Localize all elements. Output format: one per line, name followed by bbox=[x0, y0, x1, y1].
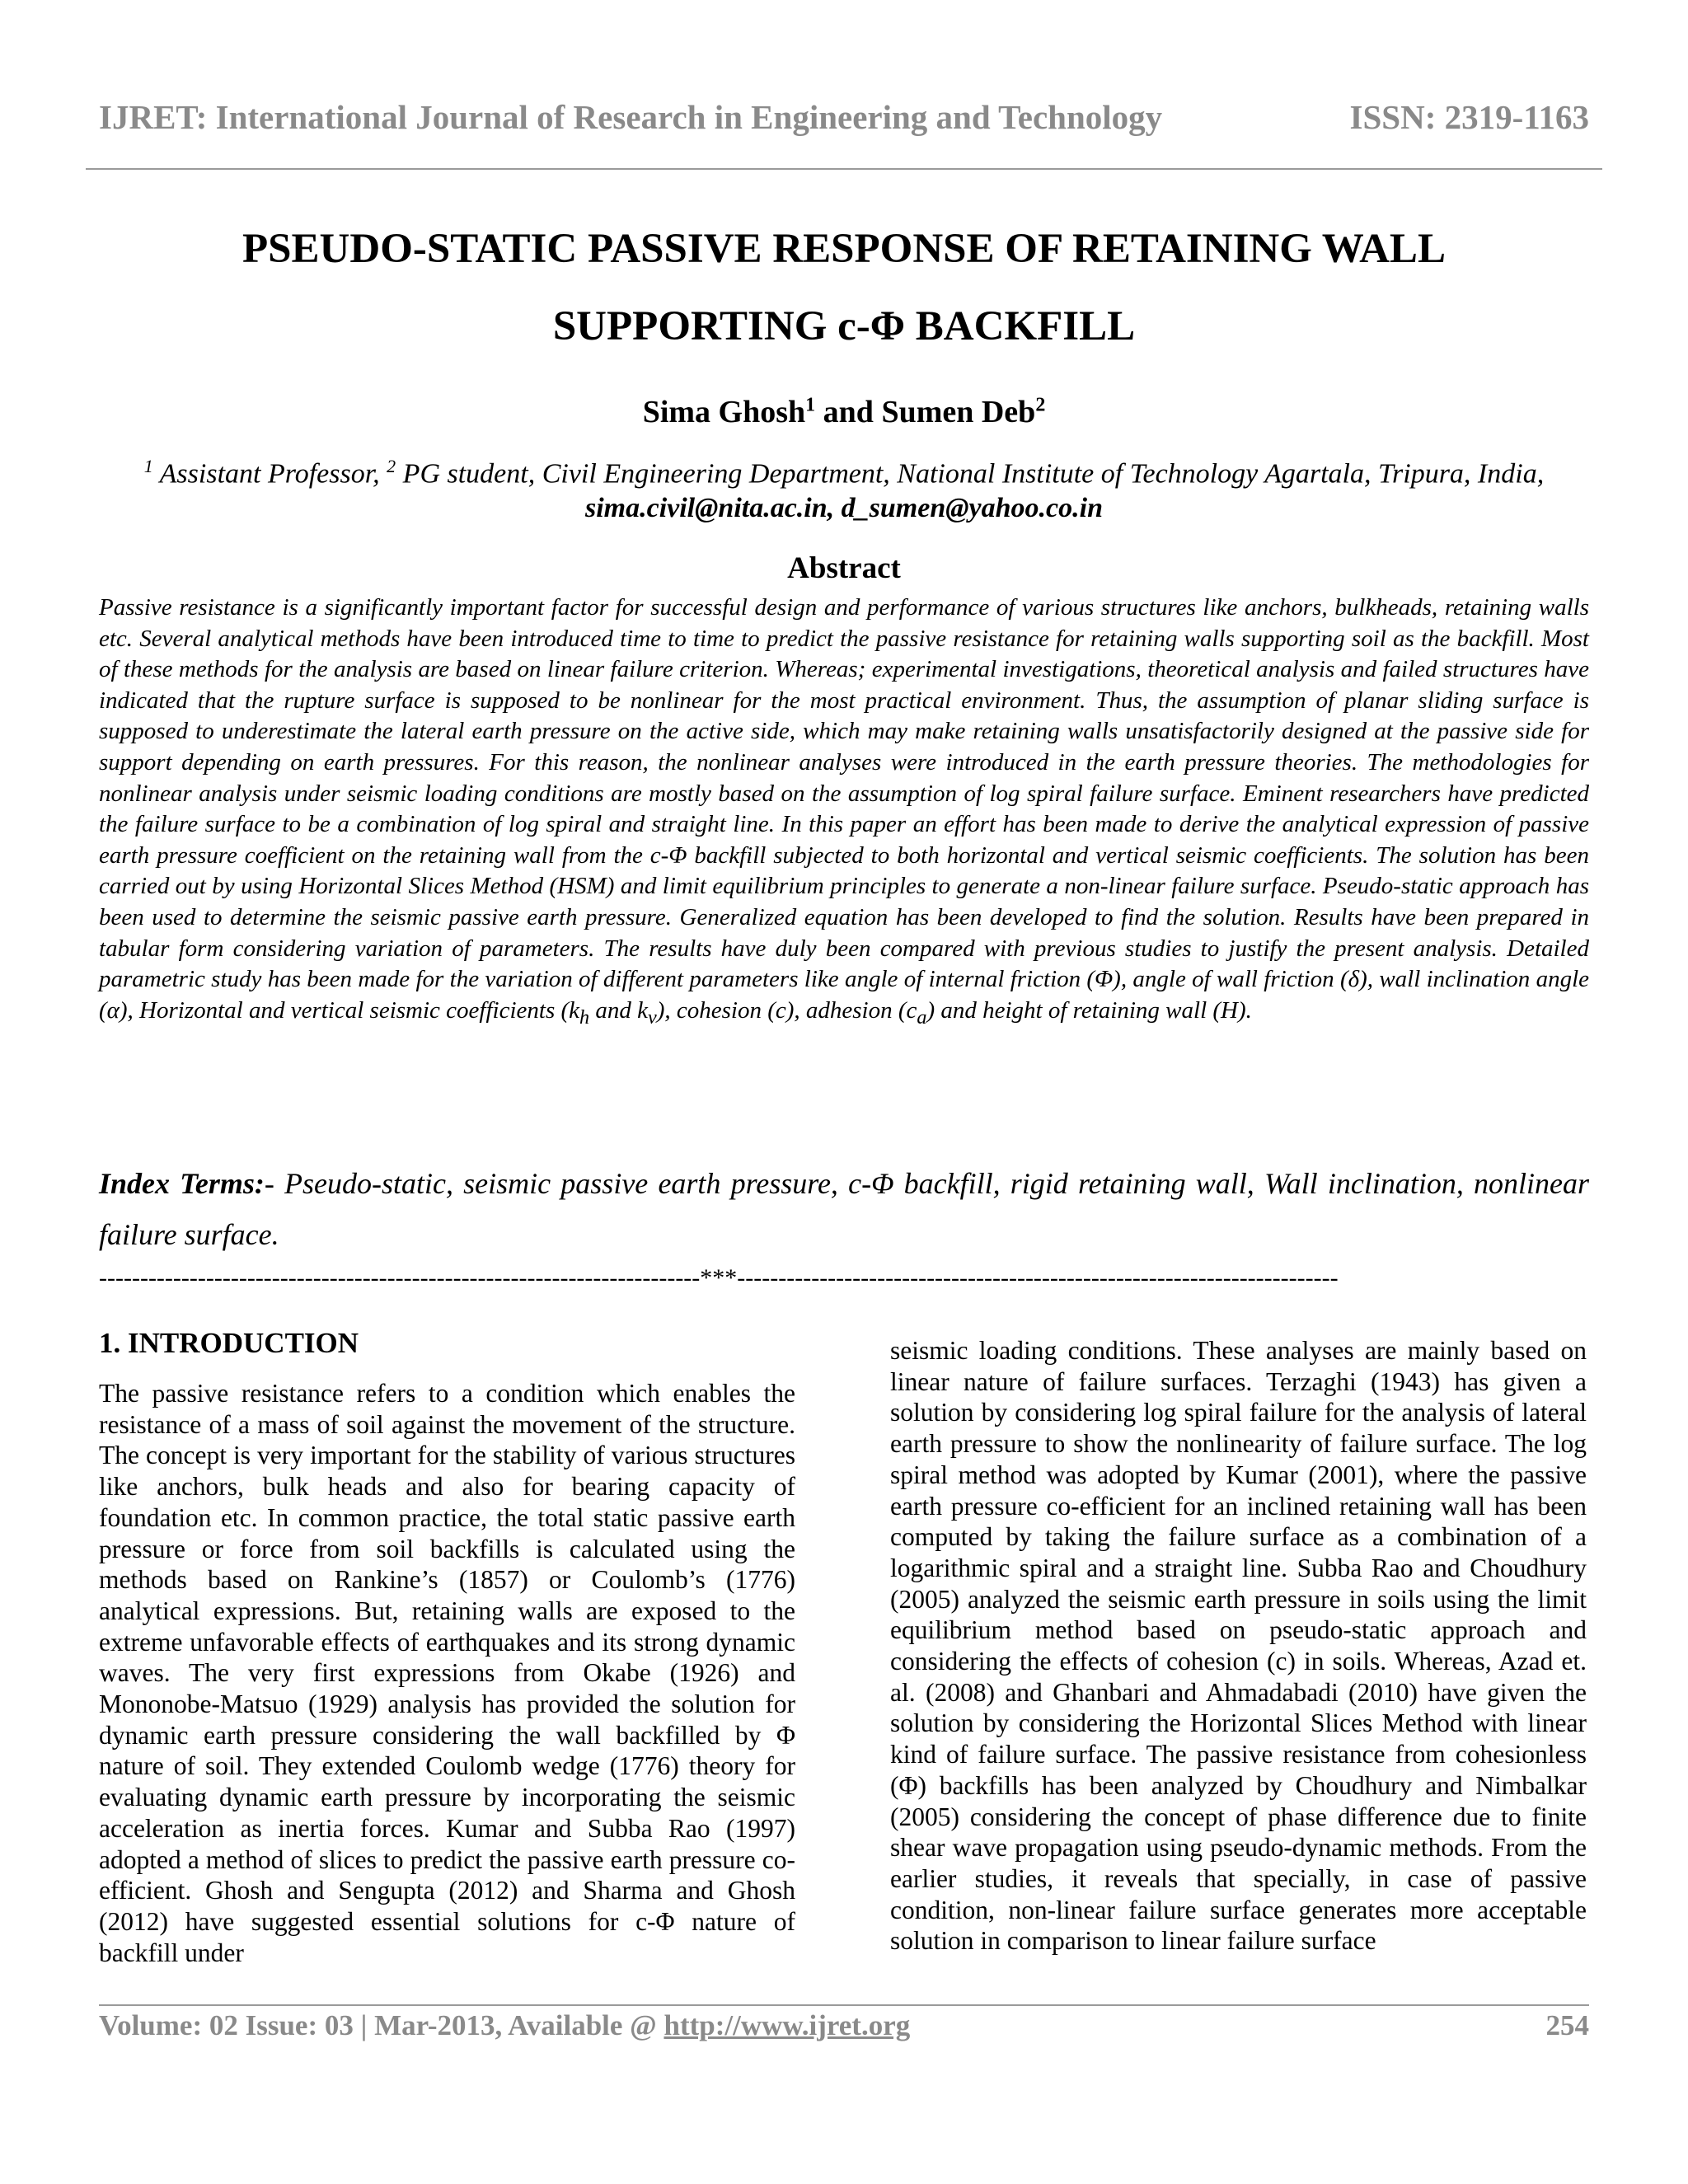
author-emails: sima.civil@nita.ac.in, d_sumen@yahoo.co.in bbox=[584, 493, 1103, 524]
subscript-a: a bbox=[917, 1005, 927, 1029]
journal-name: IJRET: International Journal of Research in Engineering and Technology bbox=[99, 98, 1163, 136]
abstract-heading: Abstract bbox=[787, 551, 901, 585]
column-right bbox=[890, 1335, 1587, 1957]
abstract-text: Passive resistance is a significantly important factor for successful design and performance of various structures like anchors, bulkheads, retaining walls etc. Several analytical methods have been introduced time to time to predict the passive resistance for retaining walls supporting soil as the backfill. Most of these methods for the analysis are based on linear failure criterion. Whereas; experimental investigations, theoretical analysis and failed structures have indicated that the rupture surface is supposed to be nonlinear for the most practical environment. Thus, the assumption of planar sliding surface is supposed to underestimate the lateral earth pressure on the active side, which may make retaining walls unsatisfactorily designed at the passive side for support depending on earth pressures. For this reason, the nonlinear analyses were introduced in the earth pressure theories. The methodologies for nonlinear analysis under seismic loading conditions are mostly based on the assumption of log spiral failure surface. Eminent researchers have predicted the failure surface to be a combination of log spiral and straight line. In this paper an effort has been made to derive the analytical expression of passive earth pressure coefficient on the retaining wall from the c-Φ backfill subjected to both horizontal and vertical seismic coefficients. The solution has been carried out by using Horizontal Slices Method (HSM) and limit equilibrium principles to generate a non-linear failure surface. Pseudo-static approach has been used to determine the seismic passive earth pressure. Generalized equation has been developed to find the solution. Results have been prepared in tabular form considering variation of parameters. The results have duly been compared with previous studies to justify the present analysis. Detailed parametric study has been made for the variation of different parameters like angle of internal friction (Φ), angle of wall friction (δ), wall inclination angle (α), Horizontal and vertical seismic coefficients (k bbox=[99, 594, 1589, 1024]
affiliation bbox=[91, 449, 1597, 526]
column-left bbox=[99, 1327, 795, 1968]
index-terms-label: Index Terms: bbox=[99, 1167, 265, 1200]
abstract-text-mid: ), cohesion (c), adhesion (c bbox=[656, 996, 917, 1024]
abstract-text-end: ) and height of retaining wall (H). bbox=[926, 996, 1252, 1024]
author-2-affil-mark: 2 bbox=[1035, 394, 1046, 416]
affil-mark-2: 2 bbox=[387, 456, 396, 476]
title-line-2: SUPPORTING c-Φ BACKFILL bbox=[552, 303, 1136, 349]
footer-volume-text: Volume: 02 Issue: 03 | Mar-2013, Available @ bbox=[99, 2009, 664, 2041]
introduction-text-left: The passive resistance refers to a condition which enables the resistance of a mass of soil against the movement of the structure. The concept is very important for the stability of various structures like anchors, bulk heads and also for bearing capacity of foundation etc. In common practice, the total static passive earth pressure or force from soil backfills is calculated using the methods based on Rankine’s (1857) or Coulomb’s (1776) analytical expressions. But, retaining walls are exposed to the extreme unfavorable effects of earthquakes and its strong dynamic waves. The very first expressions from Okabe (1926) and Mononobe-Matsuo (1929) analysis has provided the solution for dynamic earth pressure considering the wall backfilled by Φ nature of soil. They extended Coulomb wedge (1776) theory for evaluating dynamic earth pressure by incorporating the seismic acceleration as inertia forces. Kumar and Subba Rao (1997) adopted a method of slices to predict the passive earth pressure co-efficient. Ghosh and Sengupta (2012) and Sharma and Ghosh (2012) have suggested essential solutions for c-Φ nature of backfill under bbox=[99, 1379, 795, 1967]
author-2: Sumen Deb bbox=[881, 395, 1036, 429]
author-1-affil-mark: 1 bbox=[805, 394, 816, 416]
subscript-v: v bbox=[647, 1005, 657, 1029]
footer-rule bbox=[99, 2004, 1589, 2006]
subscript-h: h bbox=[579, 1005, 590, 1029]
authors bbox=[0, 394, 1688, 430]
author-conjunction: and bbox=[815, 395, 882, 429]
index-terms bbox=[99, 1158, 1589, 1260]
title-line-1: PSEUDO-STATIC PASSIVE RESPONSE OF RETAINING WALL bbox=[242, 226, 1446, 272]
index-terms-text: - Pseudo-static, seismic passive earth pressure, c-Φ backfill, rigid retaining wall, Wall inclination, nonlinear failure surface. bbox=[99, 1167, 1589, 1251]
author-1: Sima Ghosh bbox=[642, 395, 806, 429]
journal-url-link[interactable]: http://www.ijret.org bbox=[663, 2009, 911, 2041]
footer-volume bbox=[99, 2009, 910, 2042]
paper-title bbox=[0, 210, 1688, 365]
header-rule bbox=[86, 168, 1602, 170]
section-separator: -------------------------------------------------------------------------***------------------------------------------------------------------------- bbox=[99, 1264, 1339, 1291]
affil-mark-1: 1 bbox=[143, 456, 153, 476]
abstract-body bbox=[99, 593, 1589, 1033]
page-number: 254 bbox=[1545, 2009, 1589, 2041]
running-header bbox=[99, 97, 1589, 137]
page-footer bbox=[99, 2009, 1589, 2042]
issn: ISSN: 2319-1163 bbox=[1349, 98, 1589, 136]
section-heading-introduction: 1. INTRODUCTION bbox=[99, 1327, 359, 1359]
abstract-text-and: and k bbox=[589, 996, 648, 1024]
introduction-text-right: seismic loading conditions. These analyses are mainly based on linear nature of failure surfaces. Terzaghi (1943) has given a solution by considering log spiral failure for the analysis of lateral earth pressure to show the nonlinearity of failure surface. The log spiral method was adopted by Kumar (2001), where the passive earth pressure co-efficient for an inclined retaining wall has been computed by taking the failure surface as a combination of a logarithmic spiral and a straight line. Subba Rao and Choudhury (2005) analyzed the seismic earth pressure in soils using the limit equilibrium method based on pseudo-static approach and considering the effects of cohesion (c) in soils. Whereas, Azad et. al. (2008) and Ghanbari and Ahmadabadi (2010) have given the solution by considering the Horizontal Slices Method with linear kind of failure surface. The passive resistance from cohesionless (Φ) backfills has been analyzed by Choudhury and Nimbalkar (2005) considering the concept of phase difference due to finite shear wave propagation using pseudo-dynamic methods. From the earlier studies, it reveals that specially, in case of passive condition, non-linear failure surface generates more acceptable solution in comparison to linear failure surface bbox=[890, 1336, 1587, 1956]
affil-text-2: PG student, Civil Engineering Department, National Institute of Technology Agartala, Tripura, India, bbox=[396, 458, 1545, 490]
affil-text-1: Assistant Professor, bbox=[152, 458, 387, 490]
